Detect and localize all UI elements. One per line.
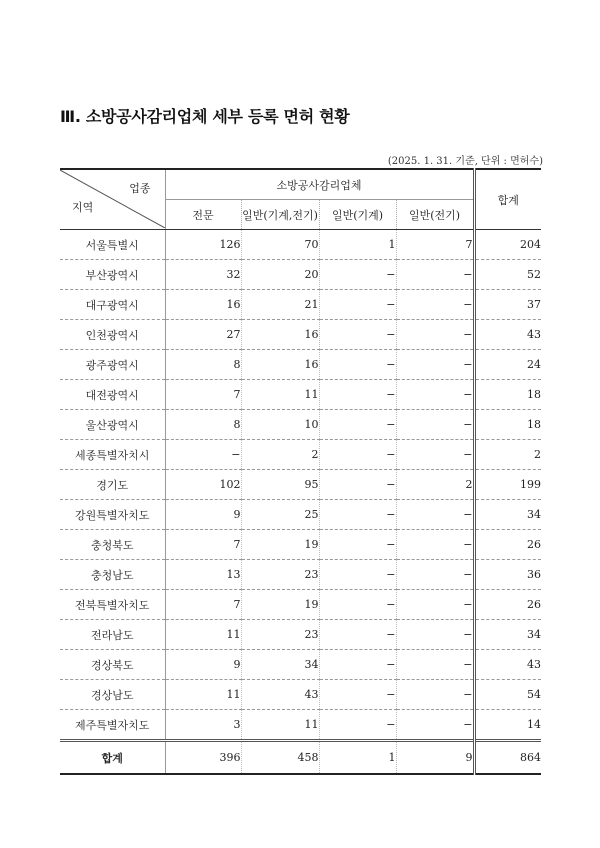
value-cell: − [396,380,474,410]
value-cell: − [319,260,396,290]
value-cell: 43 [241,680,319,710]
row-total-cell: 52 [474,260,541,290]
value-cell: 34 [241,650,319,680]
value-cell: 27 [165,320,241,350]
table-row [60,350,541,380]
value-cell: − [319,560,396,590]
value-cell: 25 [241,500,319,530]
value-cell: 8 [165,410,241,440]
table-row [60,380,541,410]
table-row [60,500,541,530]
value-cell: 11 [165,620,241,650]
value-cell: − [319,380,396,410]
value-cell: 20 [241,260,319,290]
row-total-cell: 34 [474,620,541,650]
value-cell: − [319,410,396,440]
region-cell: 인천광역시 [60,320,165,350]
sum-cell: 9 [396,741,474,775]
value-cell: 7 [396,230,474,260]
row-total-cell: 37 [474,290,541,320]
value-cell: − [396,290,474,320]
corner-header [60,169,165,230]
region-cell: 경상남도 [60,680,165,710]
row-total-cell: 26 [474,530,541,560]
value-cell: 11 [241,380,319,410]
region-cell: 대전광역시 [60,380,165,410]
value-cell: 23 [241,560,319,590]
value-cell: 19 [241,590,319,620]
value-cell: − [319,590,396,620]
value-cell: − [319,530,396,560]
row-total-cell: 54 [474,680,541,710]
grand-total-cell: 864 [474,741,541,775]
region-cell: 경기도 [60,470,165,500]
region-cell: 세종특별자치시 [60,440,165,470]
value-cell: − [319,650,396,680]
value-cell: 102 [165,470,241,500]
region-cell: 경상북도 [60,650,165,680]
row-total-cell: 18 [474,380,541,410]
row-total-cell: 43 [474,650,541,680]
sum-cell: 1 [319,741,396,775]
corner-lower-label: 지역 [72,201,94,214]
sum-cell: 458 [241,741,319,775]
value-cell: − [165,440,241,470]
sum-row [60,741,541,775]
value-cell: − [396,530,474,560]
region-cell: 전북특별자치도 [60,590,165,620]
value-cell: 9 [165,500,241,530]
value-cell: − [396,680,474,710]
total-header: 합계 [474,169,541,230]
value-cell: 8 [165,350,241,380]
value-cell: 7 [165,590,241,620]
value-cell: 2 [396,470,474,500]
region-cell: 울산광역시 [60,410,165,440]
value-cell: − [319,350,396,380]
table-note: (2025. 1. 31. 기준, 단위 : 면허수) [387,156,543,167]
column-header: 전문 [165,200,241,230]
value-cell: 32 [165,260,241,290]
value-cell: 3 [165,710,241,741]
value-cell: − [396,320,474,350]
value-cell: 21 [241,290,319,320]
value-cell: − [396,500,474,530]
value-cell: − [396,560,474,590]
table-row [60,290,541,320]
value-cell: 23 [241,620,319,650]
value-cell: 1 [319,230,396,260]
row-total-cell: 14 [474,710,541,741]
group-header: 소방공사감리업체 [165,169,474,200]
table-row [60,260,541,290]
value-cell: 19 [241,530,319,560]
value-cell: 9 [165,650,241,680]
value-cell: − [396,650,474,680]
value-cell: − [319,620,396,650]
row-total-cell: 204 [474,230,541,260]
value-cell: 16 [241,350,319,380]
value-cell: 13 [165,560,241,590]
value-cell: 16 [241,320,319,350]
value-cell: 11 [241,710,319,741]
row-total-cell: 26 [474,590,541,620]
table-row [60,320,541,350]
region-cell: 대구광역시 [60,290,165,320]
sum-cell: 396 [165,741,241,775]
value-cell: − [396,410,474,440]
value-cell: − [396,260,474,290]
table-row [60,230,541,260]
sum-label: 합계 [60,741,165,775]
table-row [60,470,541,500]
table-row [60,440,541,470]
column-header: 일반(기계,전기) [241,200,319,230]
table-row [60,560,541,590]
region-cell: 서울특별시 [60,230,165,260]
region-cell: 전라남도 [60,620,165,650]
value-cell: − [319,680,396,710]
region-cell: 충청남도 [60,560,165,590]
table-row [60,530,541,560]
value-cell: − [319,440,396,470]
license-table [60,168,541,775]
table-row [60,620,541,650]
corner-upper-label: 업종 [129,182,151,195]
region-cell: 제주특별자치도 [60,710,165,741]
value-cell: − [396,590,474,620]
table-row [60,650,541,680]
region-cell: 광주광역시 [60,350,165,380]
value-cell: − [319,710,396,741]
value-cell: − [396,440,474,470]
value-cell: − [396,620,474,650]
value-cell: 2 [241,440,319,470]
value-cell: − [319,320,396,350]
value-cell: − [396,710,474,741]
value-cell: 7 [165,530,241,560]
value-cell: 16 [165,290,241,320]
column-header: 일반(전기) [396,200,474,230]
table-row [60,680,541,710]
value-cell: 70 [241,230,319,260]
value-cell: 7 [165,380,241,410]
table-row [60,410,541,440]
column-header: 일반(기계) [319,200,396,230]
value-cell: 11 [165,680,241,710]
value-cell: 95 [241,470,319,500]
page-title: Ⅲ. 소방공사감리업체 세부 등록 면허 현황 [60,107,350,126]
value-cell: − [319,290,396,320]
row-total-cell: 24 [474,350,541,380]
value-cell: 126 [165,230,241,260]
region-cell: 충청북도 [60,530,165,560]
value-cell: − [396,350,474,380]
table-row [60,590,541,620]
value-cell: 10 [241,410,319,440]
row-total-cell: 199 [474,470,541,500]
value-cell: − [319,470,396,500]
row-total-cell: 18 [474,410,541,440]
row-total-cell: 2 [474,440,541,470]
row-total-cell: 36 [474,560,541,590]
table-row [60,710,541,741]
region-cell: 부산광역시 [60,260,165,290]
row-total-cell: 34 [474,500,541,530]
row-total-cell: 43 [474,320,541,350]
region-cell: 강원특별자치도 [60,500,165,530]
value-cell: − [319,500,396,530]
